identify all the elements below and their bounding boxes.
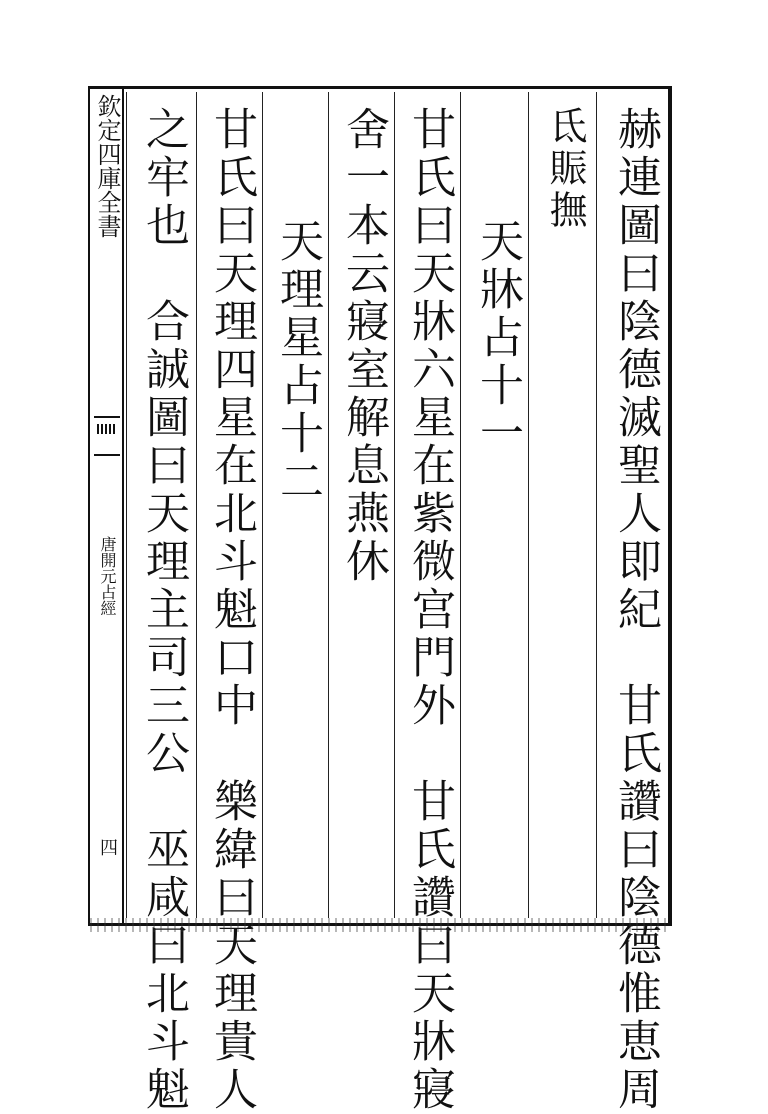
column-3-text: 天牀占十一 [472,218,523,458]
bottom-edge-marks [90,918,670,932]
text-column-5 [328,92,394,918]
column-1-text: 赫連圖曰陰德滅聖人即紀 甘氏讚曰陰德惟恵周 [610,106,661,1114]
column-7-text: 甘氏曰天理四星在北斗魁口中 樂緯曰天理貴人 [206,106,257,1114]
text-column-6 [262,92,328,918]
column-8-text: 之牢也 合誠圖曰天理主司三公 巫咸曰北斗魁 [138,106,189,1114]
margin-subtitle: 唐開元占經 [98,536,117,616]
text-column-8 [126,92,196,1114]
text-column-2 [528,92,596,918]
column-4-text: 甘氏曰天牀六星在紫微宫門外 甘氏讚曰天牀寢 [404,106,455,1114]
text-column-4 [394,92,460,1114]
text-column-7 [196,92,262,1114]
fish-tail-mark [94,416,120,456]
text-column-3 [460,92,528,918]
margin-column [88,86,124,926]
page-number: 四 [97,838,118,856]
column-2-text: 氐賑撫 [543,106,587,232]
column-6-text: 天理星占十二 [272,218,323,506]
column-5-text: 舍一本云寢室解息燕休 [338,106,389,586]
text-column-1 [596,92,668,1114]
margin-title: 欽定四庫全書 [93,94,121,238]
